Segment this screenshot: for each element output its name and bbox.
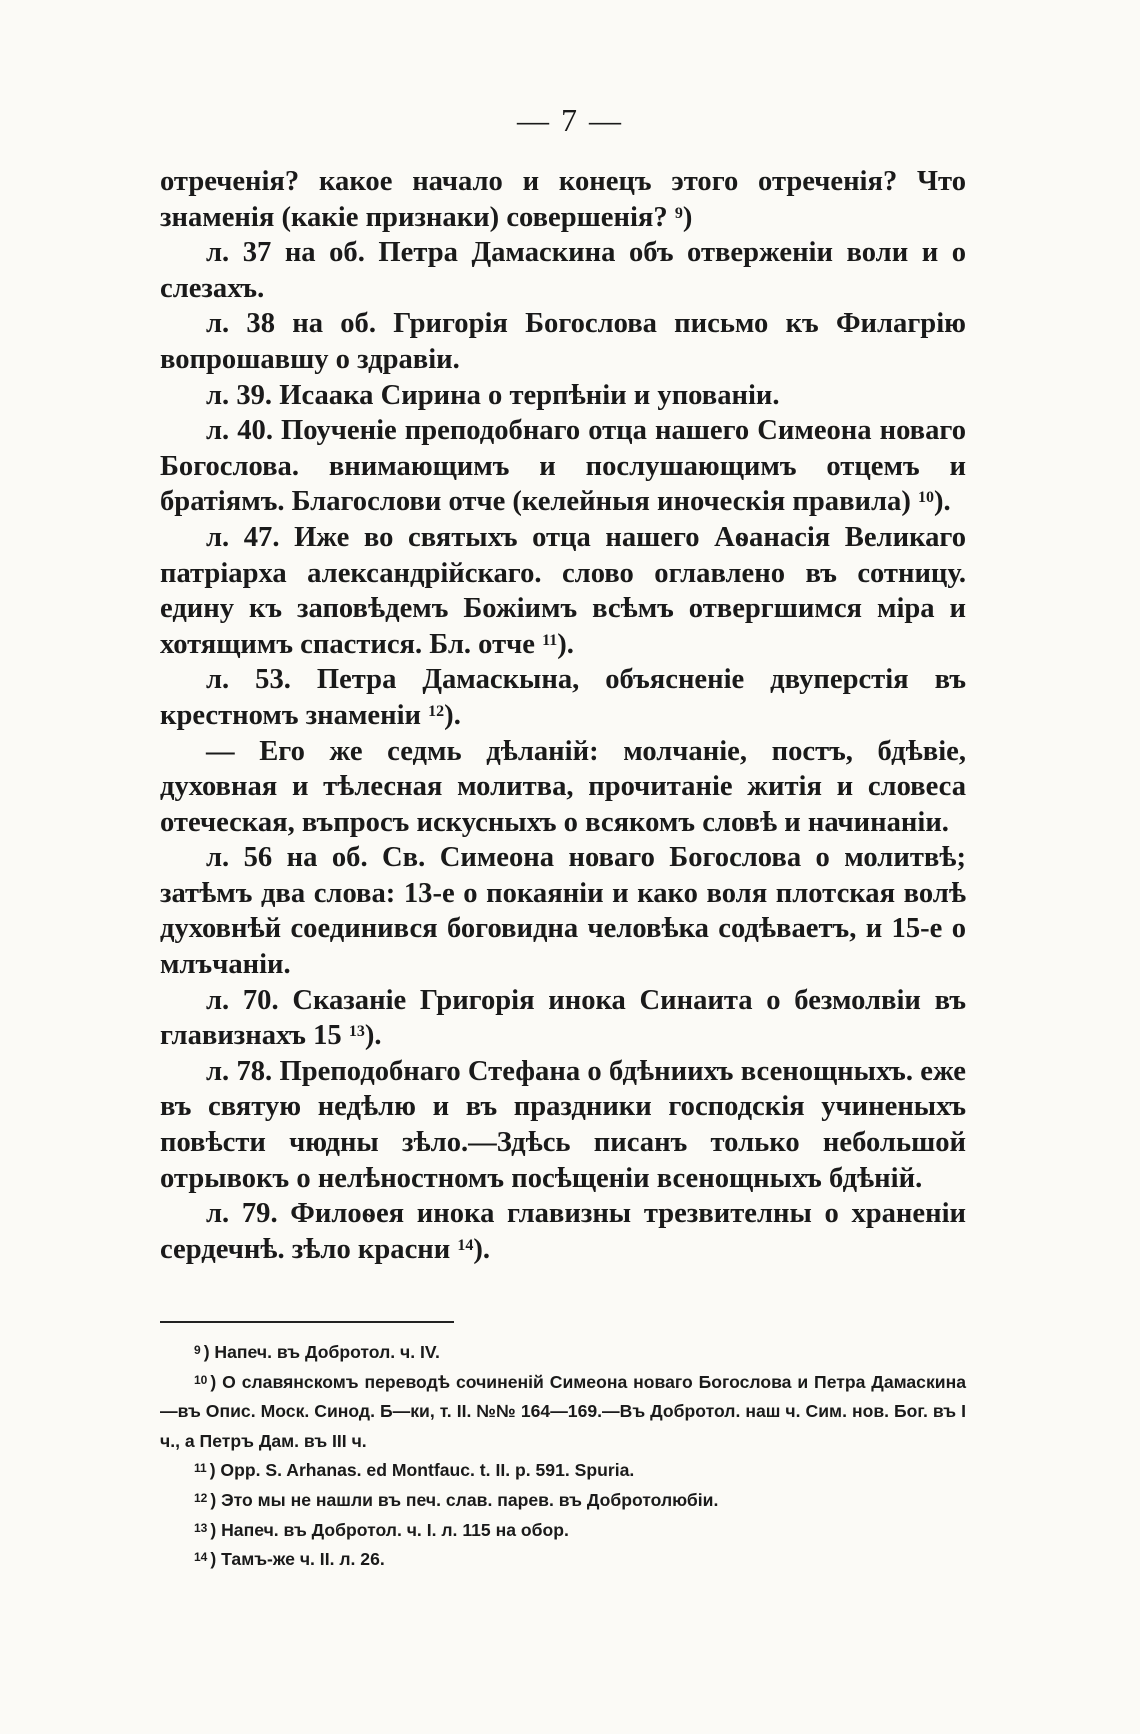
footnote-ref: 11 <box>542 631 558 649</box>
paragraph: л. 37 на об. Петра Дамаскина объ отверженіи воли и о слезахъ. <box>160 237 966 304</box>
footnote: $^{11}$ ) Opp. S. Arhanas. ed Montfauc. t. II. p. 591. Spuria. <box>194 1460 635 1481</box>
paragraph: отреченія? какое начало и конецъ этого отреченія? Что знаменія (какіе признаки) совершенія? $^9$) <box>160 166 966 233</box>
paragraph: л. 79. Филоѳея инока главизны трезвителны о храненіи сердечнѣ. зѣло красни $^{14}$). <box>160 1198 966 1265</box>
footnote-number: 12 <box>194 1490 208 1505</box>
footnote-number: 14 <box>194 1550 208 1565</box>
footnote: $^{10}$ ) О славянскомъ переводѣ сочиненій Симеона новаго Богослова и Петра Дамаскина—въ Опис. Моск. Синод. Б—ки, т. II. №№ 164—169.—Въ Добротол. наш ч. Сим. нов. Бог. въ I ч., а Петръ Дам. въ III ч. <box>160 1371 966 1451</box>
paragraph: л. 78. Преподобнаго Стефана о бдѣниихъ всенощныхъ. еже въ святую недѣлю и въ праздники господскія учиненыхъ повѣсти чюдны зѣло.—Здѣсь писанъ только небольшой отрывокъ о нелѣностномъ посѣщеніи всенощныхъ бдѣній. <box>160 1055 966 1194</box>
footnote: $^{13}$ ) Напеч. въ Добротол. ч. I. л. 115 на обор. <box>194 1519 569 1540</box>
footnote-ref: 10 <box>918 489 935 507</box>
main-text <box>160 164 966 1267</box>
footnote-ref: 12 <box>428 702 445 720</box>
footnote-ref: 9 <box>674 204 683 222</box>
footnotes <box>160 1338 966 1575</box>
footnote: $^{14}$ ) Тамъ-же ч. II. л. 26. <box>194 1549 385 1570</box>
paragraph: л. 38 на об. Григорія Богослова письмо къ Филагрію вопрошавшу о здравіи. <box>160 308 966 375</box>
paragraph: л. 39. Исаака Сирина о терпѣніи и упованіи. <box>206 379 780 411</box>
footnote-ref: 13 <box>348 1023 365 1041</box>
page-number: — 7 — <box>517 102 623 138</box>
paragraph: л. 56 на об. Св. Симеона новаго Богослова о молитвѣ; затѣмъ два слова: 13-е о покаяніи и како воля плотская волѣ духовнѣй соединився боговидна человѣка содѣваетъ, и 15-е о млъчаніи. <box>160 842 966 981</box>
paragraph: л. 70. Сказаніе Григорія инока Синаита о безмолвіи въ главизнахъ 15 $^{13}$). <box>160 984 966 1052</box>
footnote-number: 11 <box>194 1461 207 1476</box>
footnote-number: 10 <box>194 1372 208 1387</box>
footnote: $^9$ ) Напеч. въ Добротол. ч. IV. <box>194 1342 440 1362</box>
footnote-divider <box>160 1321 454 1323</box>
footnote-number: 9 <box>194 1343 201 1357</box>
paragraph: — Его же седмь дѣланій: молчаніе, постъ, бдѣвіе, духовная и тѣлесная молитва, прочитаніе житія и словеса отеческая, въпросъ искусныхъ о всякомъ словѣ и начинаніи. <box>160 735 966 838</box>
footnote-number: 13 <box>194 1520 208 1535</box>
paragraph: л. 53. Петра Дамаскына, объясненіе двуперстія въ крестномъ знаменіи $^{12}$). <box>160 664 966 731</box>
footnote-ref: 14 <box>457 1236 474 1254</box>
paragraph: л. 40. Поученіе преподобнаго отца нашего Симеона новаго Богослова. внимающимъ и послушающимъ отцемъ и братіямъ. Благослови отче (келейныя иноческія правила) $^{10}$). <box>160 415 966 518</box>
paragraph: л. 47. Иже во святыхъ отца нашего Аѳанасія Великаго патріарха александрійскаго. слово оглавлено въ сотницу. едину къ заповѣдемъ Божіимъ всѣмъ отвергшимся міра и хотящимъ спастися. Бл. отче $^{11}$). <box>160 521 966 660</box>
footnote: $^{12}$ ) Это мы не нашли въ печ. слав. парев. въ Добротолюбіи. <box>194 1489 719 1510</box>
